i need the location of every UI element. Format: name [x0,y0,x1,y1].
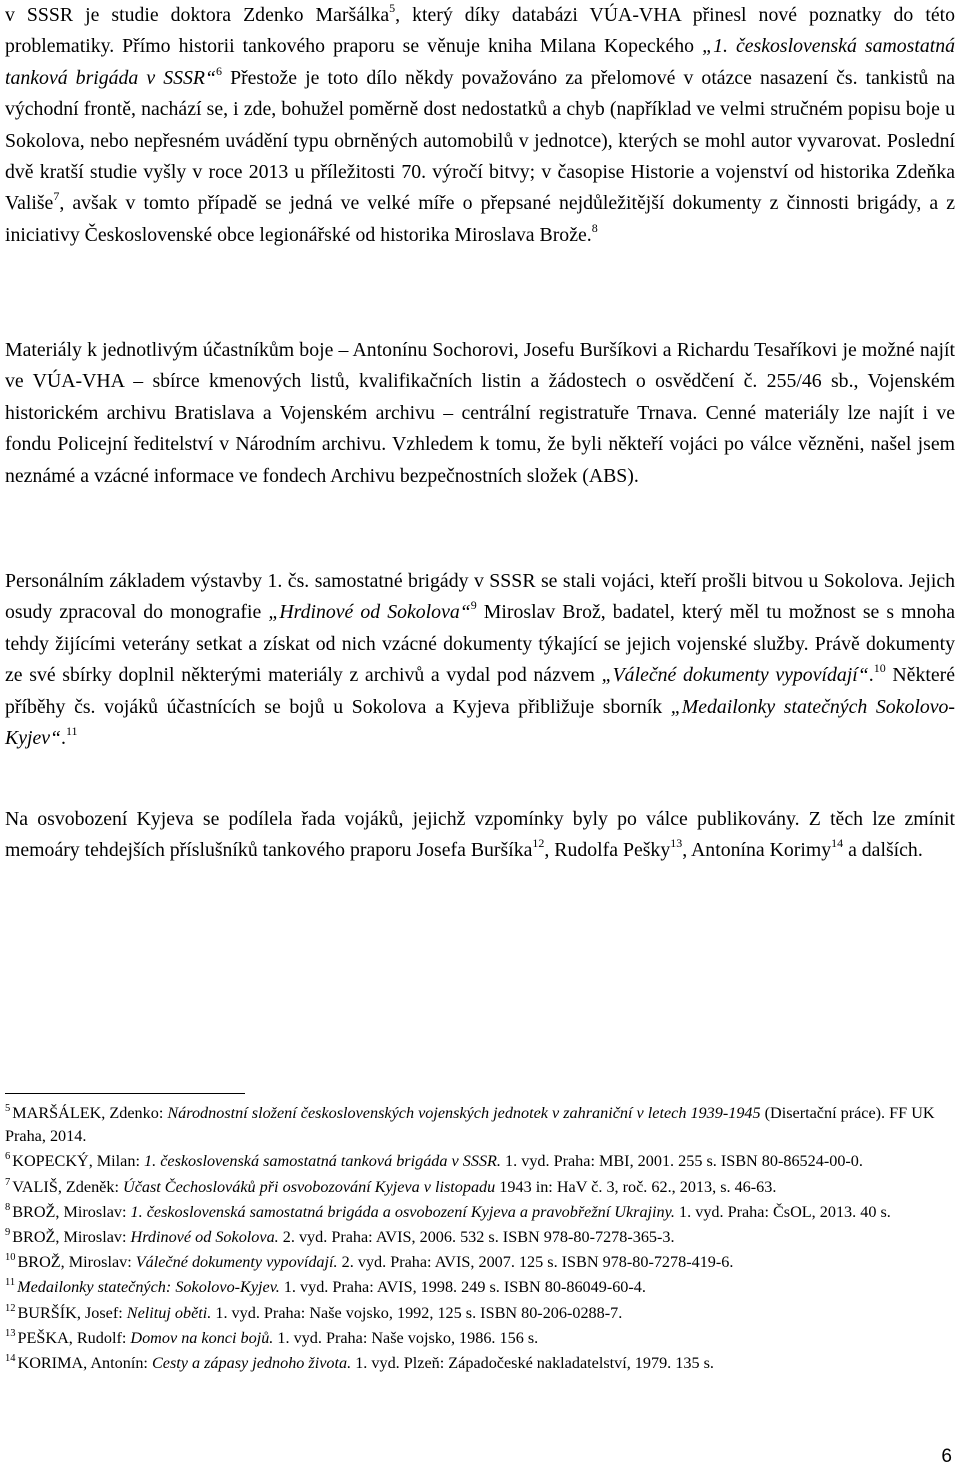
text-run: BURŠÍK, Josef: [17,1303,127,1322]
text-run: 2. vyd. Praha: AVIS, 2007. 125 s. ISBN 978-80-7278-419-6. [337,1253,734,1272]
italic-text: „1. československá samostatná tanková brigáda v SSSR“ [5,35,955,89]
text-run: , avšak v tomto případě se jedná ve velké míře o přepsané nejdůležitější dokumenty z činnosti brigády, a z iniciativy Československé obce legionářské od historika Miroslava Brože. [5,192,955,246]
text-run: Miroslav Brož, badatel, který měl tu možnost se s mnoha tehdy žijícími veterány setkat a získat od nich vzácné dokumenty týkající se jejich vojenské služby. Právě dokumenty ze své sbírky doplnil některými materiály z archivů a vydal pod názvem [5,601,955,687]
paragraph [5,566,955,754]
italic-text: Nelituj oběti. [126,1303,212,1322]
footnotes [5,1102,955,1377]
text-run: 1. vyd. Plzeň: Západočeské nakladatelství, 1979. 135 s. [351,1354,714,1373]
footnote-number: 14 [5,1353,16,1365]
text-run: 1. vyd. Praha: ČsOL, 2013. 40 s. [674,1202,891,1221]
footnote-number: 10 [5,1252,16,1264]
footnote [5,1176,955,1199]
text-run: BROŽ, Miroslav: [17,1253,136,1272]
text-run: . [61,727,66,750]
footnote-ref: 11 [65,724,78,739]
text-run: Personálním základem výstavby 1. čs. samostatné brigády v SSSR se stali vojáci, kteří prošli bitvou u Sokolova. Jejich osudy zpracoval do monografie [5,570,955,624]
text-run: Některé příběhy čs. vojáků účastnících se bojů u Sokolova a Kyjeva přibližuje sborník [5,664,955,718]
italic-text: „Válečné dokumenty vypovídají“ [601,664,869,687]
italic-text: 1. československá samostatná brigáda a osvobození Kyjeva a pravobřežní Ukrajiny. [130,1202,675,1221]
footnote-ref: 14 [831,836,844,851]
footnote-ref: 9 [470,598,477,613]
footnote-ref: 12 [532,836,545,851]
text-run: Materiály k jednotlivým účastníkům boje – Antonínu Sochorovi, Josefu Buršíkovi a Richardu Tesaříkovi je možné najít ve VÚA-VHA – sbírce kmenových listů, kvalifikačních listin a žádostech o osvědčení č. 255/46 sb., Vojenském historickém archivu Bratislava a Vojenském archivu – centrální registratuře Trnava. Cenné materiály lze najít i ve fondu Policejní ředitelství v Národním archivu. Vzhledem k tomu, že byli někteří vojáci po válce vězněni, našel jsem neznámé a vzácné informace ve fondech Archivu bezpečnostních složek (ABS). [5,339,955,487]
text-run: MARŠÁLEK, Zdenko: [12,1104,168,1122]
footnote-number: 9 [5,1227,11,1239]
footnote [5,1352,955,1375]
text-run: , Rudolfa Pešky [544,839,671,862]
text-run: 1. vyd. Praha: Naše vojsko, 1986. 156 s. [273,1328,539,1347]
text-run: v SSSR je studie doktora Zdenko Maršálka [5,4,390,26]
text-run: KOPECKÝ, Milan: [12,1152,145,1171]
footnote [5,1302,955,1325]
footnote [5,1327,955,1350]
text-run: 1. vyd. Praha: Naše vojsko, 1992, 125 s. ISBN 80-206-0288-7. [211,1303,623,1322]
footnote [5,1226,955,1249]
paragraph [5,804,955,867]
text-run: BROŽ, Miroslav: [12,1228,131,1247]
page-number: 6 [941,1446,952,1467]
text-run: KORIMA, Antonín: [17,1354,152,1373]
footnote-ref: 5 [389,1,396,15]
text-run: 2. vyd. Praha: AVIS, 2006. 532 s. ISBN 978-80-7278-365-3. [278,1228,675,1247]
text-run: , Antonína Korimy [682,839,832,862]
footnote-ref: 13 [670,836,683,851]
italic-text: Medailonky statečných: Sokolovo-Kyjev. [17,1278,280,1297]
italic-text: Účast Čechoslováků při osvobozování Kyjeva v listopadu [123,1177,496,1196]
footnote-number: 8 [5,1201,11,1213]
footnote-number: 7 [5,1176,11,1188]
footnote-number: 5 [5,1103,11,1114]
footnote-separator [5,1093,245,1094]
footnote-number: 12 [5,1302,16,1314]
italic-text: Národnostní složení československých vojenských jednotek v zahraniční v letech 1939-1945 [167,1104,761,1122]
italic-text: 1. československá samostatná tanková brigáda v SSSR. [144,1152,501,1171]
text-run: , který díky databázi VÚA-VHA přinesl nové poznatky do této problematiky. Přímo historii tankového praporu se věnuje kniha Milana Kopeckého [5,4,955,58]
footnote-number: 6 [5,1151,11,1163]
footnote [5,1102,955,1148]
text-run: Přestože je toto dílo někdy považováno za přelomové v otázce nasazení čs. tankistů na východní frontě, nachází se, i zde, bohužel poměrně dost nedostatků a chyb (například ve velmi stručném popisu boje u Sokolova, nebo nepřesném uvádění typu obrněných automobilů v jednotce), kterých se mohl autor vyvarovat. Poslední dvě kratší studie vyšly v roce 2013 u příležitosti 70. výročí bitvy; v časopise Historie a vojenství od historika Zdeňka Vališe [5,66,956,215]
italic-text: „Hrdinové od Sokolova“ [268,601,471,624]
text-run: 1. vyd. Praha: MBI, 2001. 255 s. ISBN 80-86524-00-0. [500,1152,863,1171]
footnote [5,1276,955,1299]
footnote-number: 13 [5,1327,16,1339]
text-run: VALIŠ, Zdeněk: [12,1177,123,1196]
text-run: BROŽ, Miroslav: [12,1202,131,1221]
text-run: PEŠKA, Rudolf: [17,1328,131,1347]
paragraph [5,0,955,251]
text-run: (Disertační práce). FF UK Praha, 2014. [5,1104,935,1146]
italic-text: Cesty a zápasy jednoho života. [151,1354,352,1373]
italic-text: Domov na konci bojů. [130,1328,274,1347]
italic-text: Hrdinové od Sokolova. [130,1228,279,1247]
text-run: 1943 in: HaV č. 3, roč. 62., 2013, s. 46-63. [495,1177,777,1196]
footnote-number: 11 [5,1277,16,1289]
footnote [5,1201,955,1224]
footnote-ref: 10 [873,661,886,676]
footnote [5,1251,955,1274]
italic-text: „Medailonky statečných Sokolovo-Kyjev“ [5,695,955,750]
italic-text: Válečné dokumenty vypovídají. [135,1253,338,1272]
paragraph [5,335,955,492]
text-run: a dalších. [843,839,923,862]
footnote [5,1150,955,1173]
text-run: 1. vyd. Praha: AVIS, 1998. 249 s. ISBN 80-86049-60-4. [279,1278,646,1297]
text-run: Na osvobození Kyjeva se podílela řada vojáků, jejichž vzpomínky byly po válce publikovány. Z těch lze zmínit memoáry tehdejších příslušníků tankového praporu Josefa Buršíka [5,808,955,862]
footnote-ref: 7 [53,189,60,204]
text-run: . [868,664,874,687]
footnote-ref: 8 [591,220,598,235]
footnote-ref: 6 [216,63,222,78]
